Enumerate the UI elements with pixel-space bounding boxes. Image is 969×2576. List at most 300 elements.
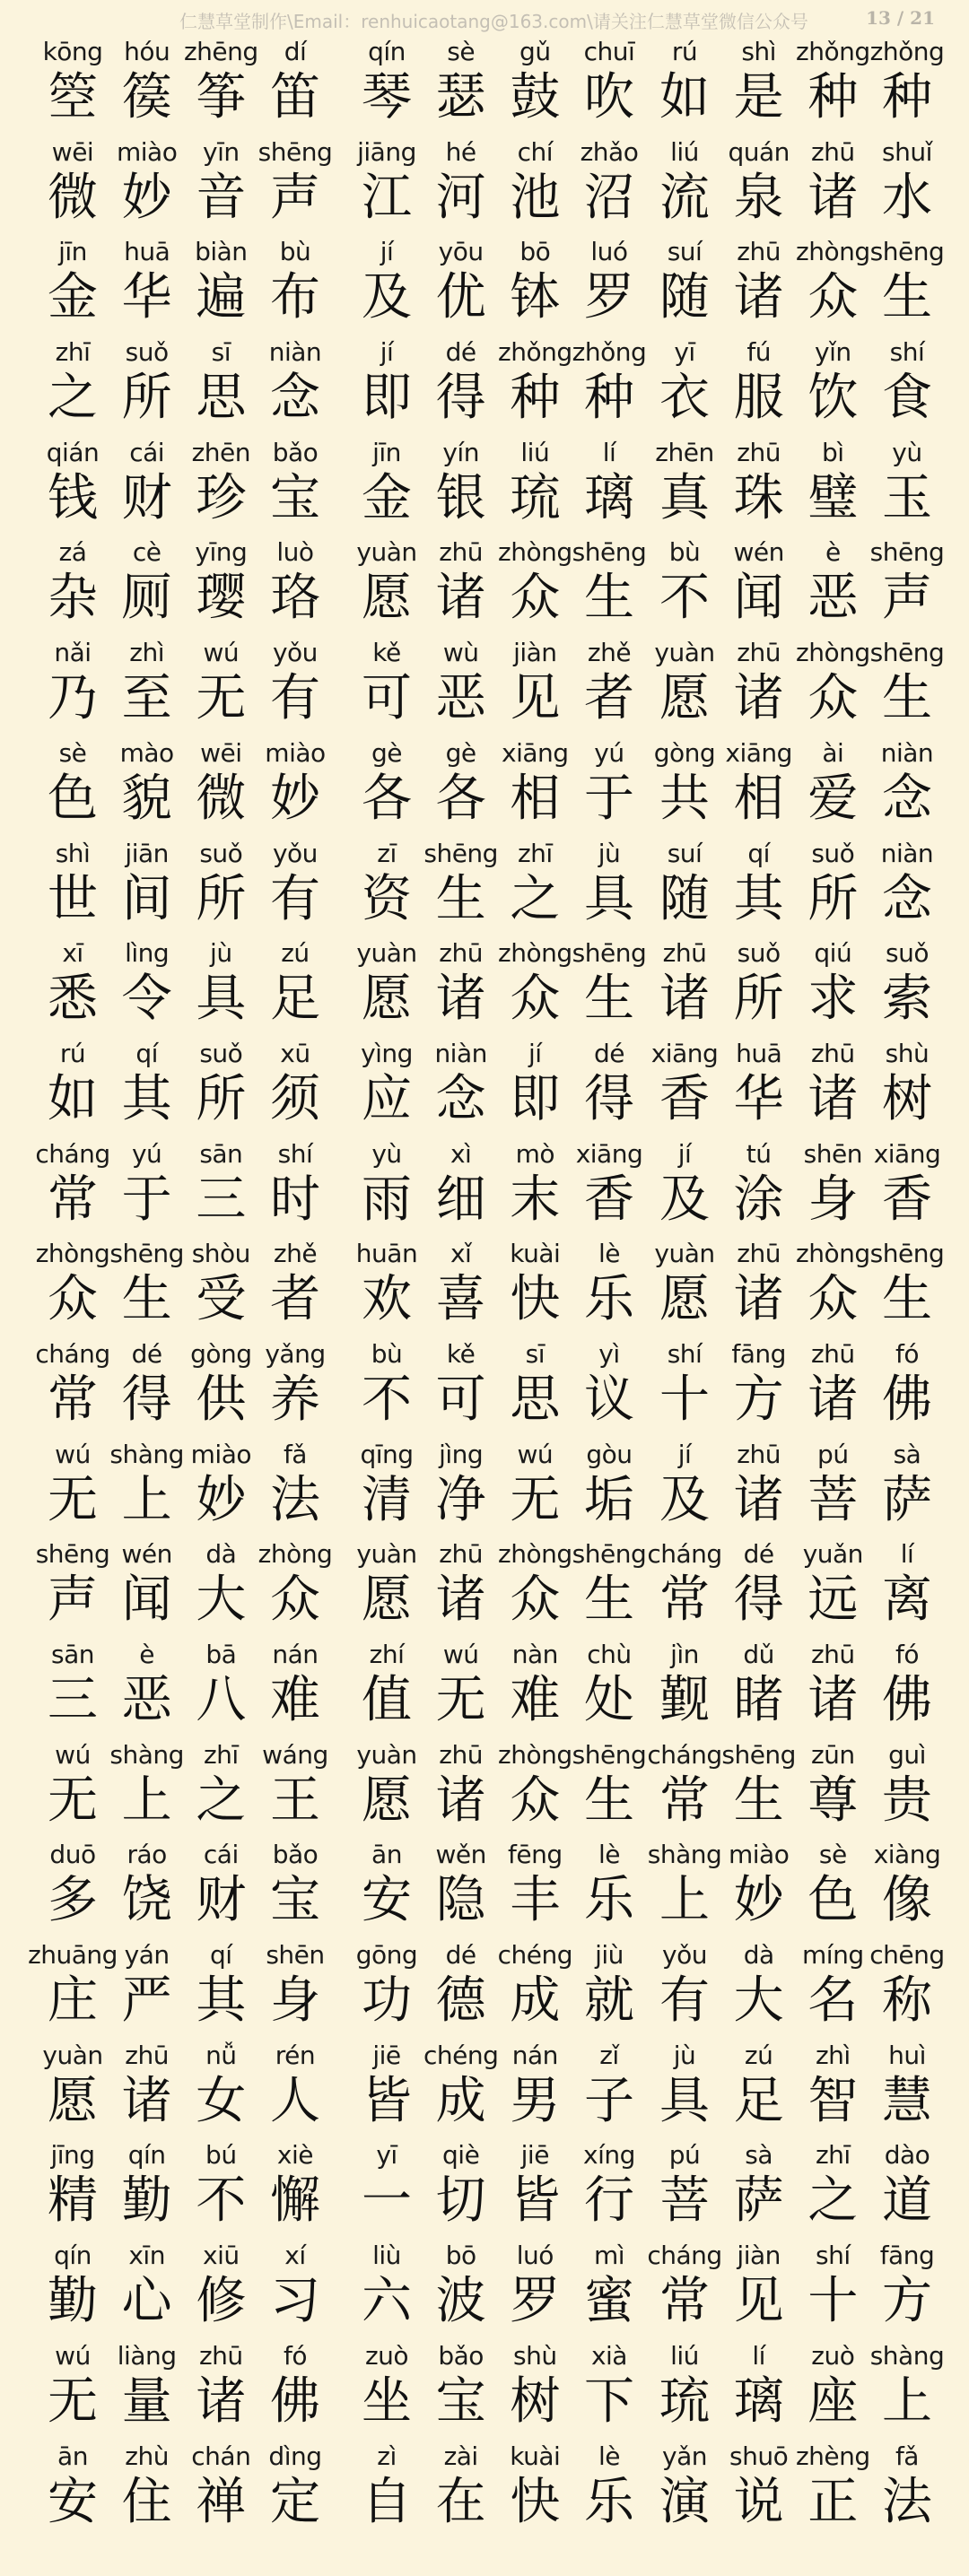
pinyin: qí: [747, 838, 770, 868]
hanzi: 华: [121, 268, 172, 327]
hanzi: 切: [435, 2171, 486, 2231]
pinyin: luó: [516, 2241, 554, 2271]
syllable: [350, 2441, 423, 2540]
pinyin: jí: [380, 237, 394, 267]
phrase: [350, 1739, 646, 1839]
pinyin: zhī: [55, 337, 91, 368]
hanzi: 难: [269, 1671, 320, 1729]
pinyin: zhēn: [191, 437, 251, 467]
syllable: [498, 1439, 572, 1538]
syllable: [110, 1238, 184, 1337]
syllable: [572, 1338, 646, 1438]
hanzi: 香: [583, 1170, 634, 1229]
pinyin: yōu: [438, 237, 484, 267]
pinyin: fú: [746, 337, 771, 368]
syllable: [572, 1439, 646, 1538]
syllable: [498, 1338, 572, 1438]
syllable: [258, 1538, 332, 1638]
pinyin: mào: [119, 737, 174, 768]
pinyin: xǐ: [450, 1239, 472, 1269]
pinyin: miào: [728, 1840, 790, 1870]
pinyin: wén: [733, 537, 784, 568]
syllable: [796, 2240, 869, 2339]
hanzi: 于: [121, 1170, 172, 1229]
pinyin: fēng: [508, 1840, 563, 1870]
hanzi: 无: [48, 2371, 98, 2431]
hanzi: 佛: [881, 1671, 932, 1729]
hanzi: 愿: [362, 970, 412, 1029]
text-row: [0, 2340, 969, 2441]
hanzi: 佛: [881, 1370, 932, 1429]
hanzi: 安: [48, 2472, 98, 2531]
syllable: [258, 1939, 332, 2039]
hanzi: 离: [881, 1571, 932, 1630]
hanzi: 其: [196, 1971, 247, 2031]
syllable: [572, 937, 646, 1037]
syllable: [722, 1839, 796, 1938]
syllable: [498, 1739, 572, 1839]
phrase: [36, 1839, 332, 1938]
pinyin: dí: [284, 37, 307, 66]
pinyin: liú: [520, 437, 550, 467]
syllable: [870, 1238, 944, 1337]
hanzi: 思: [196, 369, 247, 428]
hanzi: 乐: [583, 2472, 634, 2531]
syllable: [498, 838, 572, 937]
hanzi: 声: [269, 168, 320, 227]
hanzi: 见: [733, 2272, 784, 2331]
pinyin: chí: [517, 136, 554, 167]
syllable: [36, 336, 109, 436]
hanzi: 璃: [583, 468, 634, 527]
hanzi: 坐: [362, 2371, 412, 2431]
hanzi: 具: [659, 2071, 710, 2130]
text-row: [0, 1538, 969, 1639]
syllable: [424, 1238, 498, 1337]
hanzi: 愿: [659, 1270, 710, 1329]
phrase: [36, 1338, 332, 1438]
text-row: [0, 2441, 969, 2541]
syllable: [36, 2340, 109, 2440]
pinyin: zhòng: [498, 938, 572, 969]
hanzi: 成: [510, 1971, 561, 2031]
pinyin: shí: [277, 1138, 313, 1169]
pinyin: quán: [728, 136, 790, 167]
pinyin: niàn: [880, 838, 934, 868]
pinyin: zhì: [129, 638, 165, 668]
pinyin: zhū: [439, 1539, 483, 1570]
pinyin: liú: [670, 2340, 699, 2371]
hanzi: 璧: [808, 468, 859, 527]
hanzi: 所: [733, 970, 784, 1029]
pinyin: dé: [131, 1338, 162, 1369]
pinyin: zhī: [517, 838, 553, 868]
pinyin: dé: [593, 1038, 624, 1068]
syllable: [350, 637, 423, 736]
syllable: [796, 1038, 869, 1137]
syllable: [572, 336, 646, 436]
hanzi: 众: [808, 268, 859, 327]
phrase: [350, 1538, 646, 1638]
pinyin: bì: [822, 437, 844, 467]
pinyin: sān: [199, 1138, 243, 1169]
hanzi: 璎: [196, 569, 247, 628]
hanzi: 相: [733, 769, 784, 828]
syllable: [350, 937, 423, 1037]
hanzi: 可: [435, 1370, 486, 1429]
hanzi: 生: [733, 1771, 784, 1830]
syllable: [722, 737, 796, 837]
syllable: [722, 1739, 796, 1839]
pinyin: zhū: [737, 638, 781, 668]
syllable: [722, 2139, 796, 2239]
pinyin: fǎ: [283, 1439, 307, 1469]
pinyin: cái: [203, 1840, 239, 1870]
syllable: [498, 1238, 572, 1337]
syllable: [184, 2340, 258, 2440]
pinyin: wén: [121, 1539, 172, 1570]
hanzi: 瑟: [435, 68, 486, 126]
hanzi: 索: [881, 970, 932, 1029]
hanzi: 思: [510, 1370, 561, 1429]
syllable: [572, 136, 646, 236]
pinyin: è: [825, 537, 841, 568]
hanzi: 可: [362, 669, 412, 728]
syllable: [110, 1939, 184, 2039]
pinyin: wēi: [200, 737, 242, 768]
hanzi: 觐: [659, 1671, 710, 1729]
hanzi: 上: [121, 1470, 172, 1529]
syllable: [350, 1138, 423, 1238]
pinyin: dà: [205, 1539, 237, 1570]
text-row: [0, 1739, 969, 1840]
syllable: [722, 637, 796, 736]
pinyin: sè: [447, 37, 476, 66]
hanzi: 庄: [48, 1971, 98, 2031]
hanzi: 众: [510, 569, 561, 628]
syllable: [648, 1138, 721, 1238]
phrase: [36, 1538, 332, 1638]
syllable: [796, 336, 869, 436]
hanzi: 食: [881, 369, 932, 428]
pinyin: lìng: [125, 938, 170, 969]
phrase: [36, 1639, 332, 1738]
hanzi: 生: [583, 1771, 634, 1830]
pinyin: hóu: [124, 37, 170, 66]
pinyin: zhū: [198, 2340, 243, 2371]
text-row: [0, 1439, 969, 1539]
pinyin: zhū: [810, 1038, 855, 1068]
hanzi: 快: [510, 1270, 561, 1329]
hanzi: 至: [121, 669, 172, 728]
syllable: [870, 2441, 944, 2540]
syllable: [258, 236, 332, 335]
syllable: [110, 637, 184, 736]
pinyin: gōng: [355, 1940, 418, 1971]
syllable: [572, 1538, 646, 1638]
syllable: [648, 2240, 721, 2339]
phrase: [648, 136, 944, 236]
pinyin: shēng: [109, 1239, 184, 1269]
phrase: [36, 1238, 332, 1337]
syllable: [110, 937, 184, 1037]
pinyin: shēng: [572, 537, 647, 568]
syllable: [722, 336, 796, 436]
pinyin: jiē: [520, 2140, 549, 2171]
hanzi: 世: [48, 869, 98, 928]
syllable: [648, 1538, 721, 1638]
syllable: [258, 136, 332, 236]
syllable: [350, 2240, 423, 2339]
hanzi: 众: [510, 1771, 561, 1830]
phrase: [350, 1439, 646, 1538]
pinyin: yǒu: [272, 638, 318, 668]
pinyin: lè: [598, 1840, 620, 1870]
hanzi: 所: [121, 369, 172, 428]
syllable: [870, 1939, 944, 2039]
hanzi: 乐: [583, 1871, 634, 1930]
syllable: [110, 2441, 184, 2540]
pinyin: shù: [885, 1038, 930, 1068]
syllable: [258, 1338, 332, 1438]
hanzi: 诸: [808, 1069, 859, 1128]
pinyin: shòu: [191, 1239, 250, 1269]
pinyin: sī: [525, 1338, 545, 1369]
phrase: [36, 1439, 332, 1538]
pinyin: jí: [380, 337, 394, 368]
pinyin: gè: [371, 737, 402, 768]
syllable: [424, 838, 498, 937]
hanzi: 称: [881, 1971, 932, 2031]
syllable: [184, 136, 258, 236]
hanzi: 树: [510, 2371, 561, 2431]
pinyin: zhī: [815, 2140, 851, 2171]
syllable: [572, 2040, 646, 2139]
syllable: [648, 336, 721, 436]
syllable: [258, 1138, 332, 1238]
syllable: [258, 336, 332, 436]
hanzi: 无: [196, 669, 247, 728]
syllable: [184, 2040, 258, 2139]
syllable: [258, 1639, 332, 1738]
pinyin: bù: [668, 537, 701, 568]
pinyin: yín: [442, 437, 479, 467]
pinyin: pú: [668, 2140, 701, 2171]
phrase: [36, 236, 332, 335]
phrase: [36, 2340, 332, 2440]
pinyin: zhū: [439, 1739, 483, 1770]
syllable: [36, 236, 109, 335]
text-row: [0, 1138, 969, 1239]
syllable: [110, 437, 184, 536]
hanzi: 隐: [435, 1871, 486, 1930]
phrase: [350, 2340, 646, 2440]
hanzi: 恶: [435, 669, 486, 728]
phrase: [36, 136, 332, 236]
syllable: [722, 1238, 796, 1337]
pinyin: shì: [55, 838, 91, 868]
syllable: [184, 2139, 258, 2239]
pinyin: fāng: [879, 2241, 935, 2271]
pinyin: zhí: [369, 1640, 405, 1669]
syllable: [870, 536, 944, 636]
syllable: [110, 838, 184, 937]
syllable: [424, 937, 498, 1037]
hanzi: 诸: [435, 1771, 486, 1830]
text-row: [0, 838, 969, 938]
pinyin: biàn: [195, 237, 248, 267]
pinyin: ān: [371, 1840, 402, 1870]
pinyin: qín: [54, 2241, 92, 2271]
syllable: [648, 737, 721, 837]
hanzi: 男: [510, 2071, 561, 2130]
hanzi: 遍: [196, 268, 247, 327]
pinyin: suǒ: [811, 838, 855, 868]
hanzi: 说: [733, 2472, 784, 2531]
hanzi: 下: [583, 2371, 634, 2431]
syllable: [572, 36, 646, 135]
pinyin: zhū: [737, 1439, 781, 1469]
pinyin: suí: [667, 838, 703, 868]
hanzi: 懈: [269, 2171, 320, 2231]
phrase: [350, 36, 646, 135]
text-row: [0, 336, 969, 437]
hanzi: 厕: [121, 569, 172, 628]
syllable: [572, 1238, 646, 1337]
pinyin: shēng: [869, 537, 945, 568]
hanzi: 不: [362, 1370, 412, 1429]
pinyin: shēn: [266, 1940, 325, 1971]
pinyin: suǒ: [199, 838, 243, 868]
syllable: [110, 1038, 184, 1137]
hanzi: 真: [659, 468, 710, 527]
pinyin: bù: [371, 1338, 403, 1369]
hanzi: 正: [808, 2472, 859, 2531]
pinyin: wú: [203, 638, 240, 668]
hanzi: 箜: [48, 68, 98, 126]
syllable: [424, 437, 498, 536]
hanzi: 勤: [121, 2171, 172, 2231]
hanzi: 香: [659, 1069, 710, 1128]
syllable: [110, 1839, 184, 1938]
syllable: [870, 2240, 944, 2339]
syllable: [110, 1338, 184, 1438]
syllable: [648, 1939, 721, 2039]
pinyin: zuò: [364, 2340, 409, 2371]
hanzi: 像: [881, 1871, 932, 1930]
hanzi: 法: [269, 1470, 320, 1529]
hanzi: 钵: [510, 268, 561, 327]
pinyin: gòng: [653, 737, 716, 768]
hanzi: 及: [659, 1170, 710, 1229]
syllable: [870, 838, 944, 937]
pinyin: jiàn: [513, 638, 557, 668]
hanzi: 其: [733, 869, 784, 928]
hanzi: 末: [510, 1170, 561, 1229]
pinyin: bù: [279, 237, 311, 267]
pinyin: kuài: [510, 1239, 561, 1269]
pinyin: ān: [57, 2441, 88, 2471]
phrase: [648, 1939, 944, 2039]
hanzi: 愿: [659, 669, 710, 728]
pinyin: jù: [673, 2040, 696, 2070]
pinyin: mò: [515, 1138, 555, 1169]
hanzi: 议: [583, 1370, 634, 1429]
hanzi: 常: [659, 2272, 710, 2331]
pinyin: zhǎo: [580, 136, 639, 167]
pinyin: dé: [445, 1940, 476, 1971]
phrase: [648, 437, 944, 536]
syllable: [498, 937, 572, 1037]
pinyin: sà: [745, 2140, 773, 2171]
pinyin: dìng: [268, 2441, 322, 2471]
hanzi: 妙: [269, 769, 320, 828]
hanzi: 声: [881, 569, 932, 628]
pinyin: sè: [818, 1840, 847, 1870]
syllable: [648, 937, 721, 1037]
pinyin: zhuāng: [28, 1940, 118, 1971]
pinyin: xīn: [128, 2241, 165, 2271]
pinyin: wú: [442, 1640, 479, 1669]
pinyin: míng: [802, 1940, 864, 1971]
pinyin: zú: [281, 938, 310, 969]
pinyin: zhū: [439, 938, 483, 969]
syllable: [350, 838, 423, 937]
hanzi: 乃: [48, 669, 98, 728]
phrase: [350, 2240, 646, 2339]
hanzi: 睹: [733, 1671, 784, 1729]
hanzi: 生: [881, 268, 932, 327]
phrase: [648, 1538, 944, 1638]
hanzi: 诸: [733, 268, 784, 327]
syllable: [424, 637, 498, 736]
hanzi: 微: [196, 769, 247, 828]
syllable: [36, 2040, 109, 2139]
syllable: [572, 1939, 646, 2039]
syllable: [648, 1839, 721, 1938]
hanzi: 见: [510, 669, 561, 728]
syllable: [424, 2240, 498, 2339]
pinyin: zhǒng: [796, 37, 870, 66]
syllable: [648, 2340, 721, 2440]
syllable: [870, 1338, 944, 1438]
syllable: [796, 937, 869, 1037]
hanzi: 玉: [881, 468, 932, 527]
pinyin: zài: [443, 2441, 478, 2471]
pinyin: jí: [528, 1038, 542, 1068]
syllable: [870, 1538, 944, 1638]
syllable: [258, 2040, 332, 2139]
hanzi: 所: [196, 1069, 247, 1128]
hanzi: 三: [196, 1170, 247, 1229]
pinyin: ài: [822, 737, 844, 768]
pinyin: kuài: [510, 2441, 561, 2471]
hanzi: 布: [269, 268, 320, 327]
hanzi: 常: [48, 1370, 98, 1429]
pinyin: yìng: [361, 1038, 413, 1068]
pinyin: xiū: [203, 2241, 240, 2271]
hanzi: 上: [659, 1871, 710, 1930]
phrase: [36, 437, 332, 536]
syllable: [258, 1739, 332, 1839]
syllable: [110, 236, 184, 335]
hanzi: 量: [121, 2371, 172, 2431]
pinyin: yuàn: [356, 1739, 417, 1770]
hanzi: 者: [583, 669, 634, 728]
syllable: [28, 1939, 118, 2039]
syllable: [722, 1639, 796, 1738]
page-number: 13 / 21: [866, 7, 935, 29]
